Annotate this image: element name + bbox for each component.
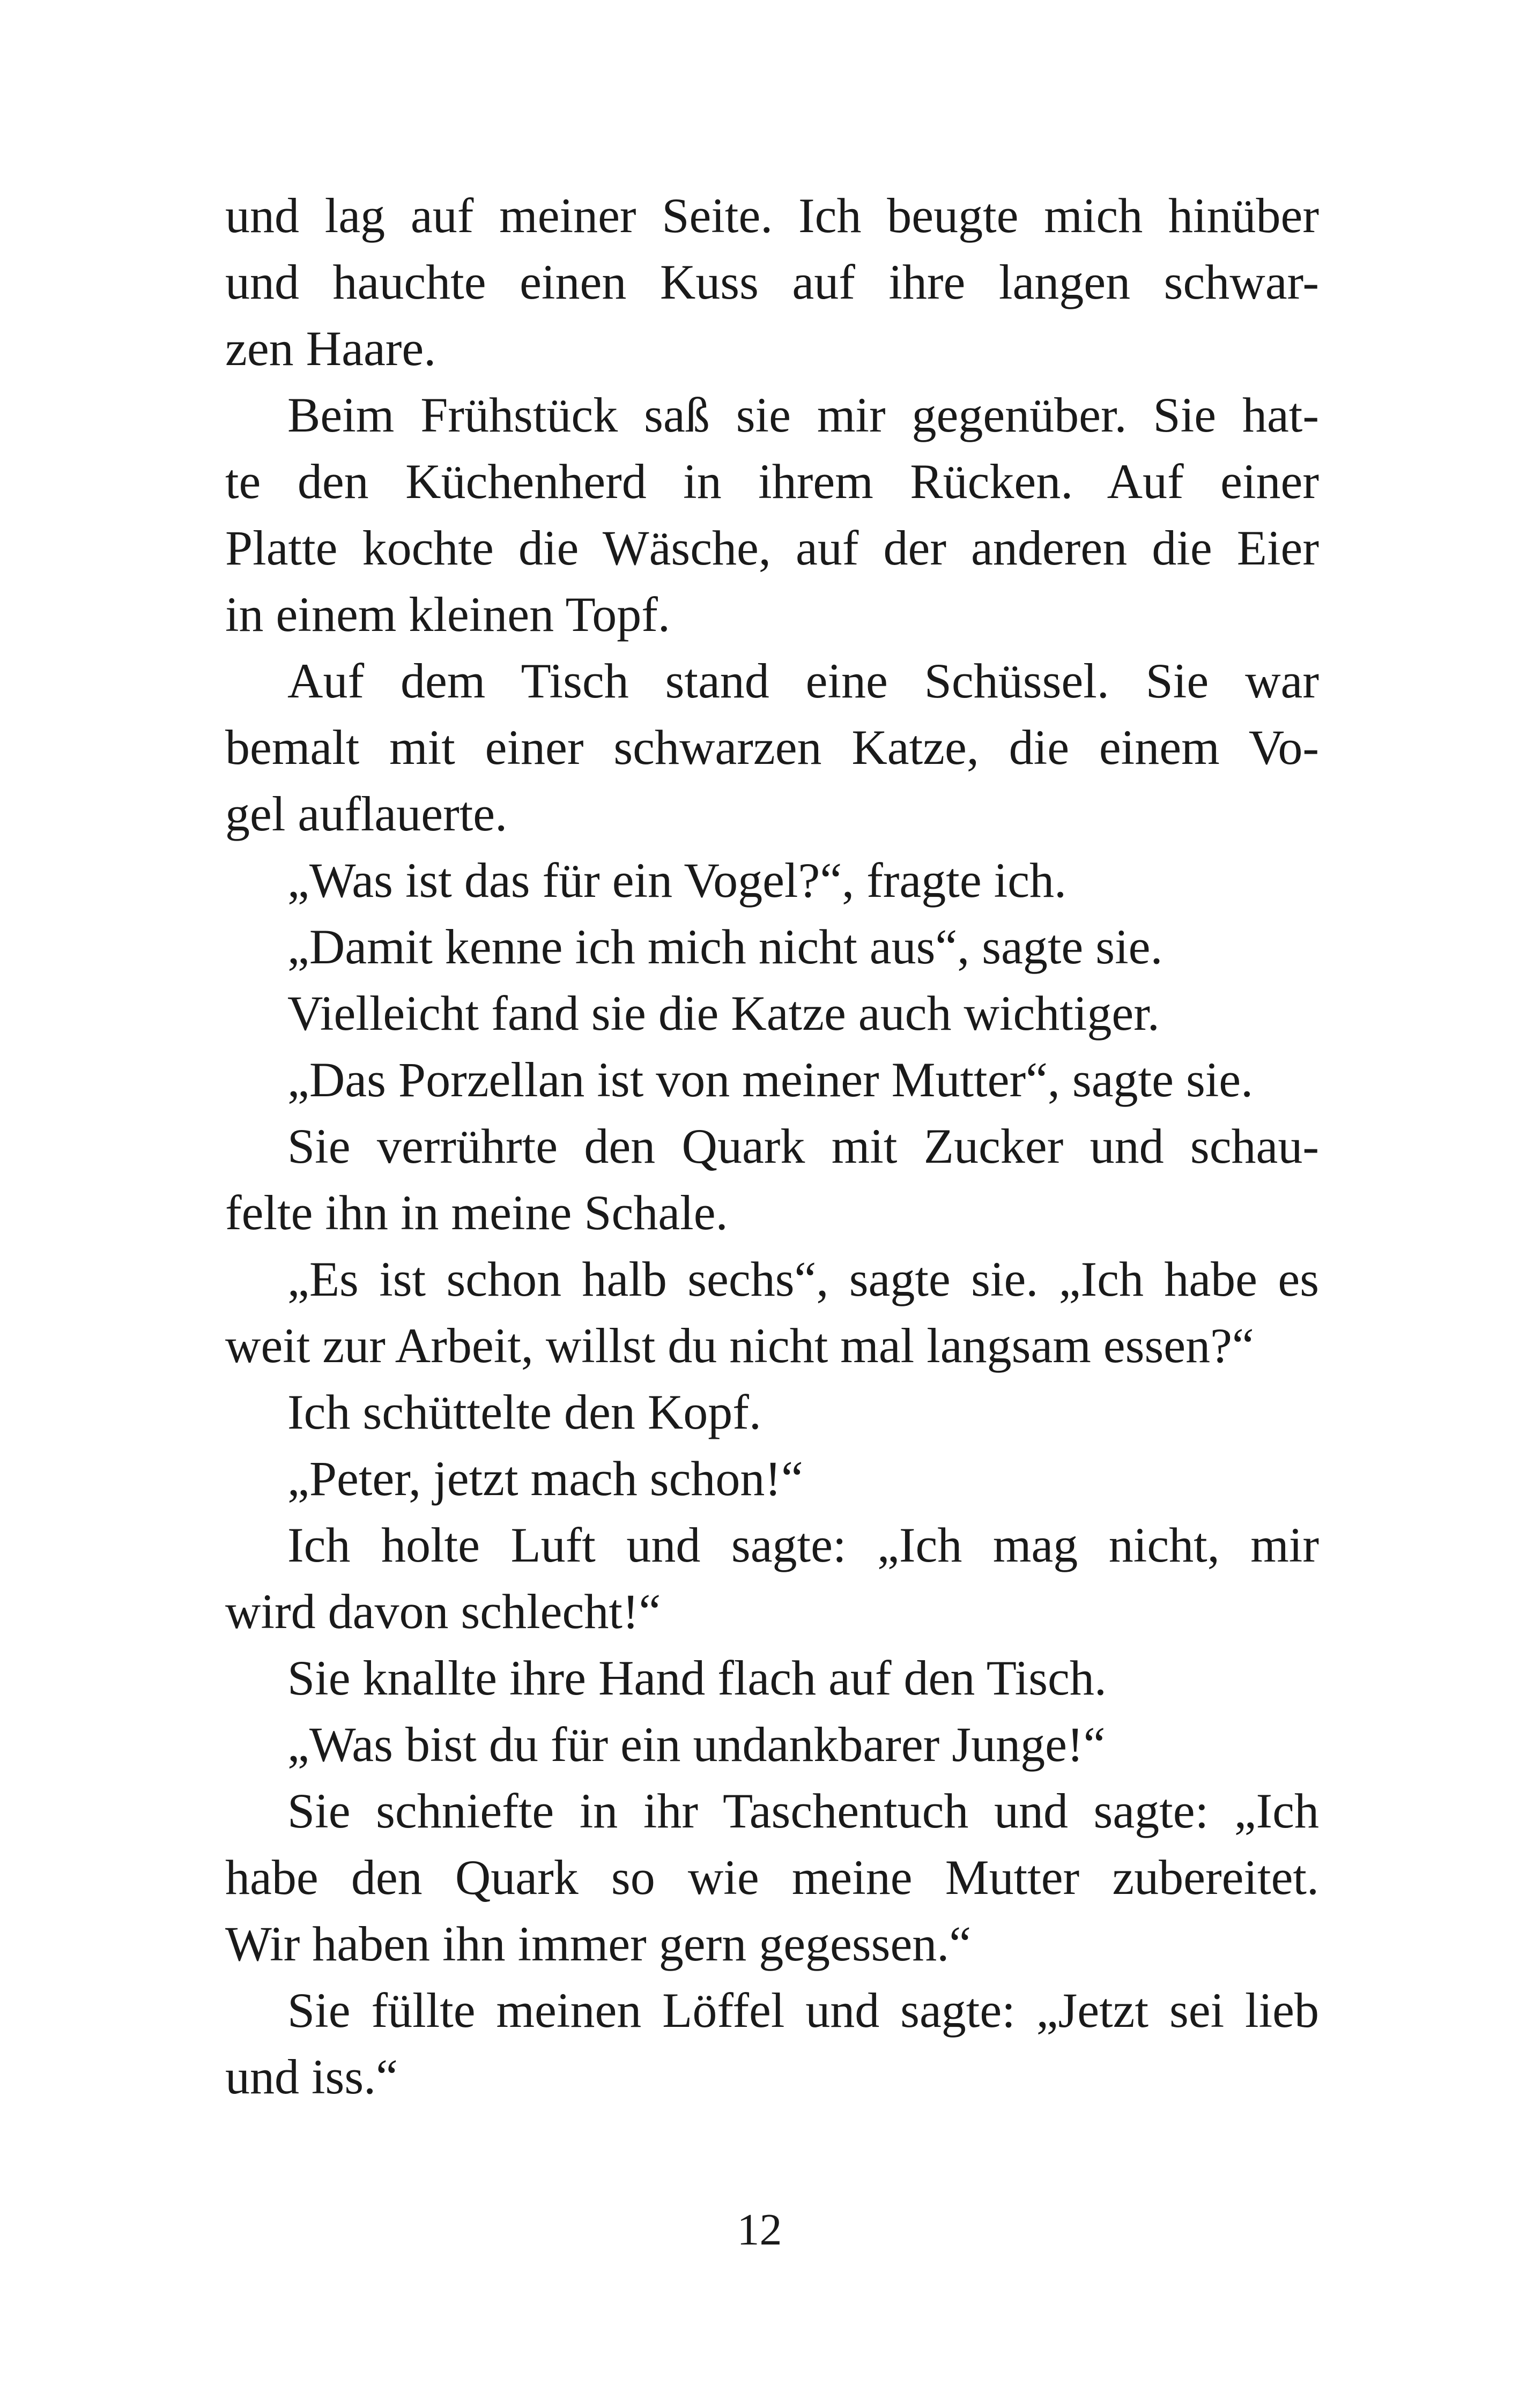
text-line: weit zur Arbeit, willst du nicht mal langsam essen?“ <box>225 1318 1254 1373</box>
text-line: und iss.“ <box>225 2049 398 2104</box>
text-line: „Was bist du für ein undankbarer Junge!“ <box>287 1717 1106 1772</box>
text-line: bemalt mit einer schwarzen Katze, die einem Vo- <box>225 720 1319 775</box>
text-line: Ich schüttelte den Kopf. <box>287 1385 761 1439</box>
text-line: „Es ist schon halb sechs“, sagte sie. „Ich habe es <box>287 1252 1319 1306</box>
text-line: „Damit kenne ich mich nicht aus“, sagte sie. <box>287 919 1163 974</box>
text-line: und hauchte einen Kuss auf ihre langen schwar- <box>225 255 1319 309</box>
text-line: Sie füllte meinen Löffel und sagte: „Jetzt sei lieb <box>287 1983 1319 2038</box>
text-line: Auf dem Tisch stand eine Schüssel. Sie war <box>287 653 1319 708</box>
text-line: „Das Porzellan ist von meiner Mutter“, sagte sie. <box>287 1052 1254 1107</box>
text-line: Sie schniefte in ihr Taschentuch und sagte: „Ich <box>287 1783 1319 1838</box>
text-line: „Peter, jetzt mach schon!“ <box>287 1451 803 1506</box>
text-line: und lag auf meiner Seite. Ich beugte mich hinüber <box>225 188 1319 243</box>
text-line: Wir haben ihn immer gern gegessen.“ <box>225 1916 972 1971</box>
text-line: „Was ist das für ein Vogel?“, fragte ich. <box>287 853 1067 908</box>
body-text <box>225 182 1319 2110</box>
text-line: Vielleicht fand sie die Katze auch wichtiger. <box>287 986 1160 1041</box>
text-line: habe den Quark so wie meine Mutter zubereitet. <box>225 1850 1319 1905</box>
text-line: felte ihn in meine Schale. <box>225 1185 728 1240</box>
text-line: Beim Frühstück saß sie mir gegenüber. Sie hat- <box>287 388 1319 442</box>
text-line: wird davon schlecht!“ <box>225 1584 661 1639</box>
text-line: zen Haare. <box>225 321 436 376</box>
page-number: 12 <box>737 2205 782 2255</box>
text-line: gel auflauerte. <box>225 786 508 841</box>
text-line: Ich holte Luft und sagte: „Ich mag nicht, mir <box>287 1518 1319 1572</box>
text-line: Sie verrührte den Quark mit Zucker und schau- <box>287 1119 1319 1173</box>
text-line: Sie knallte ihre Hand flach auf den Tisch. <box>287 1651 1107 1705</box>
text-line: in einem kleinen Topf. <box>225 587 670 642</box>
text-line: Platte kochte die Wäsche, auf der anderen die Eier <box>225 521 1319 575</box>
text-line: te den Küchenherd in ihrem Rücken. Auf einer <box>225 454 1319 509</box>
